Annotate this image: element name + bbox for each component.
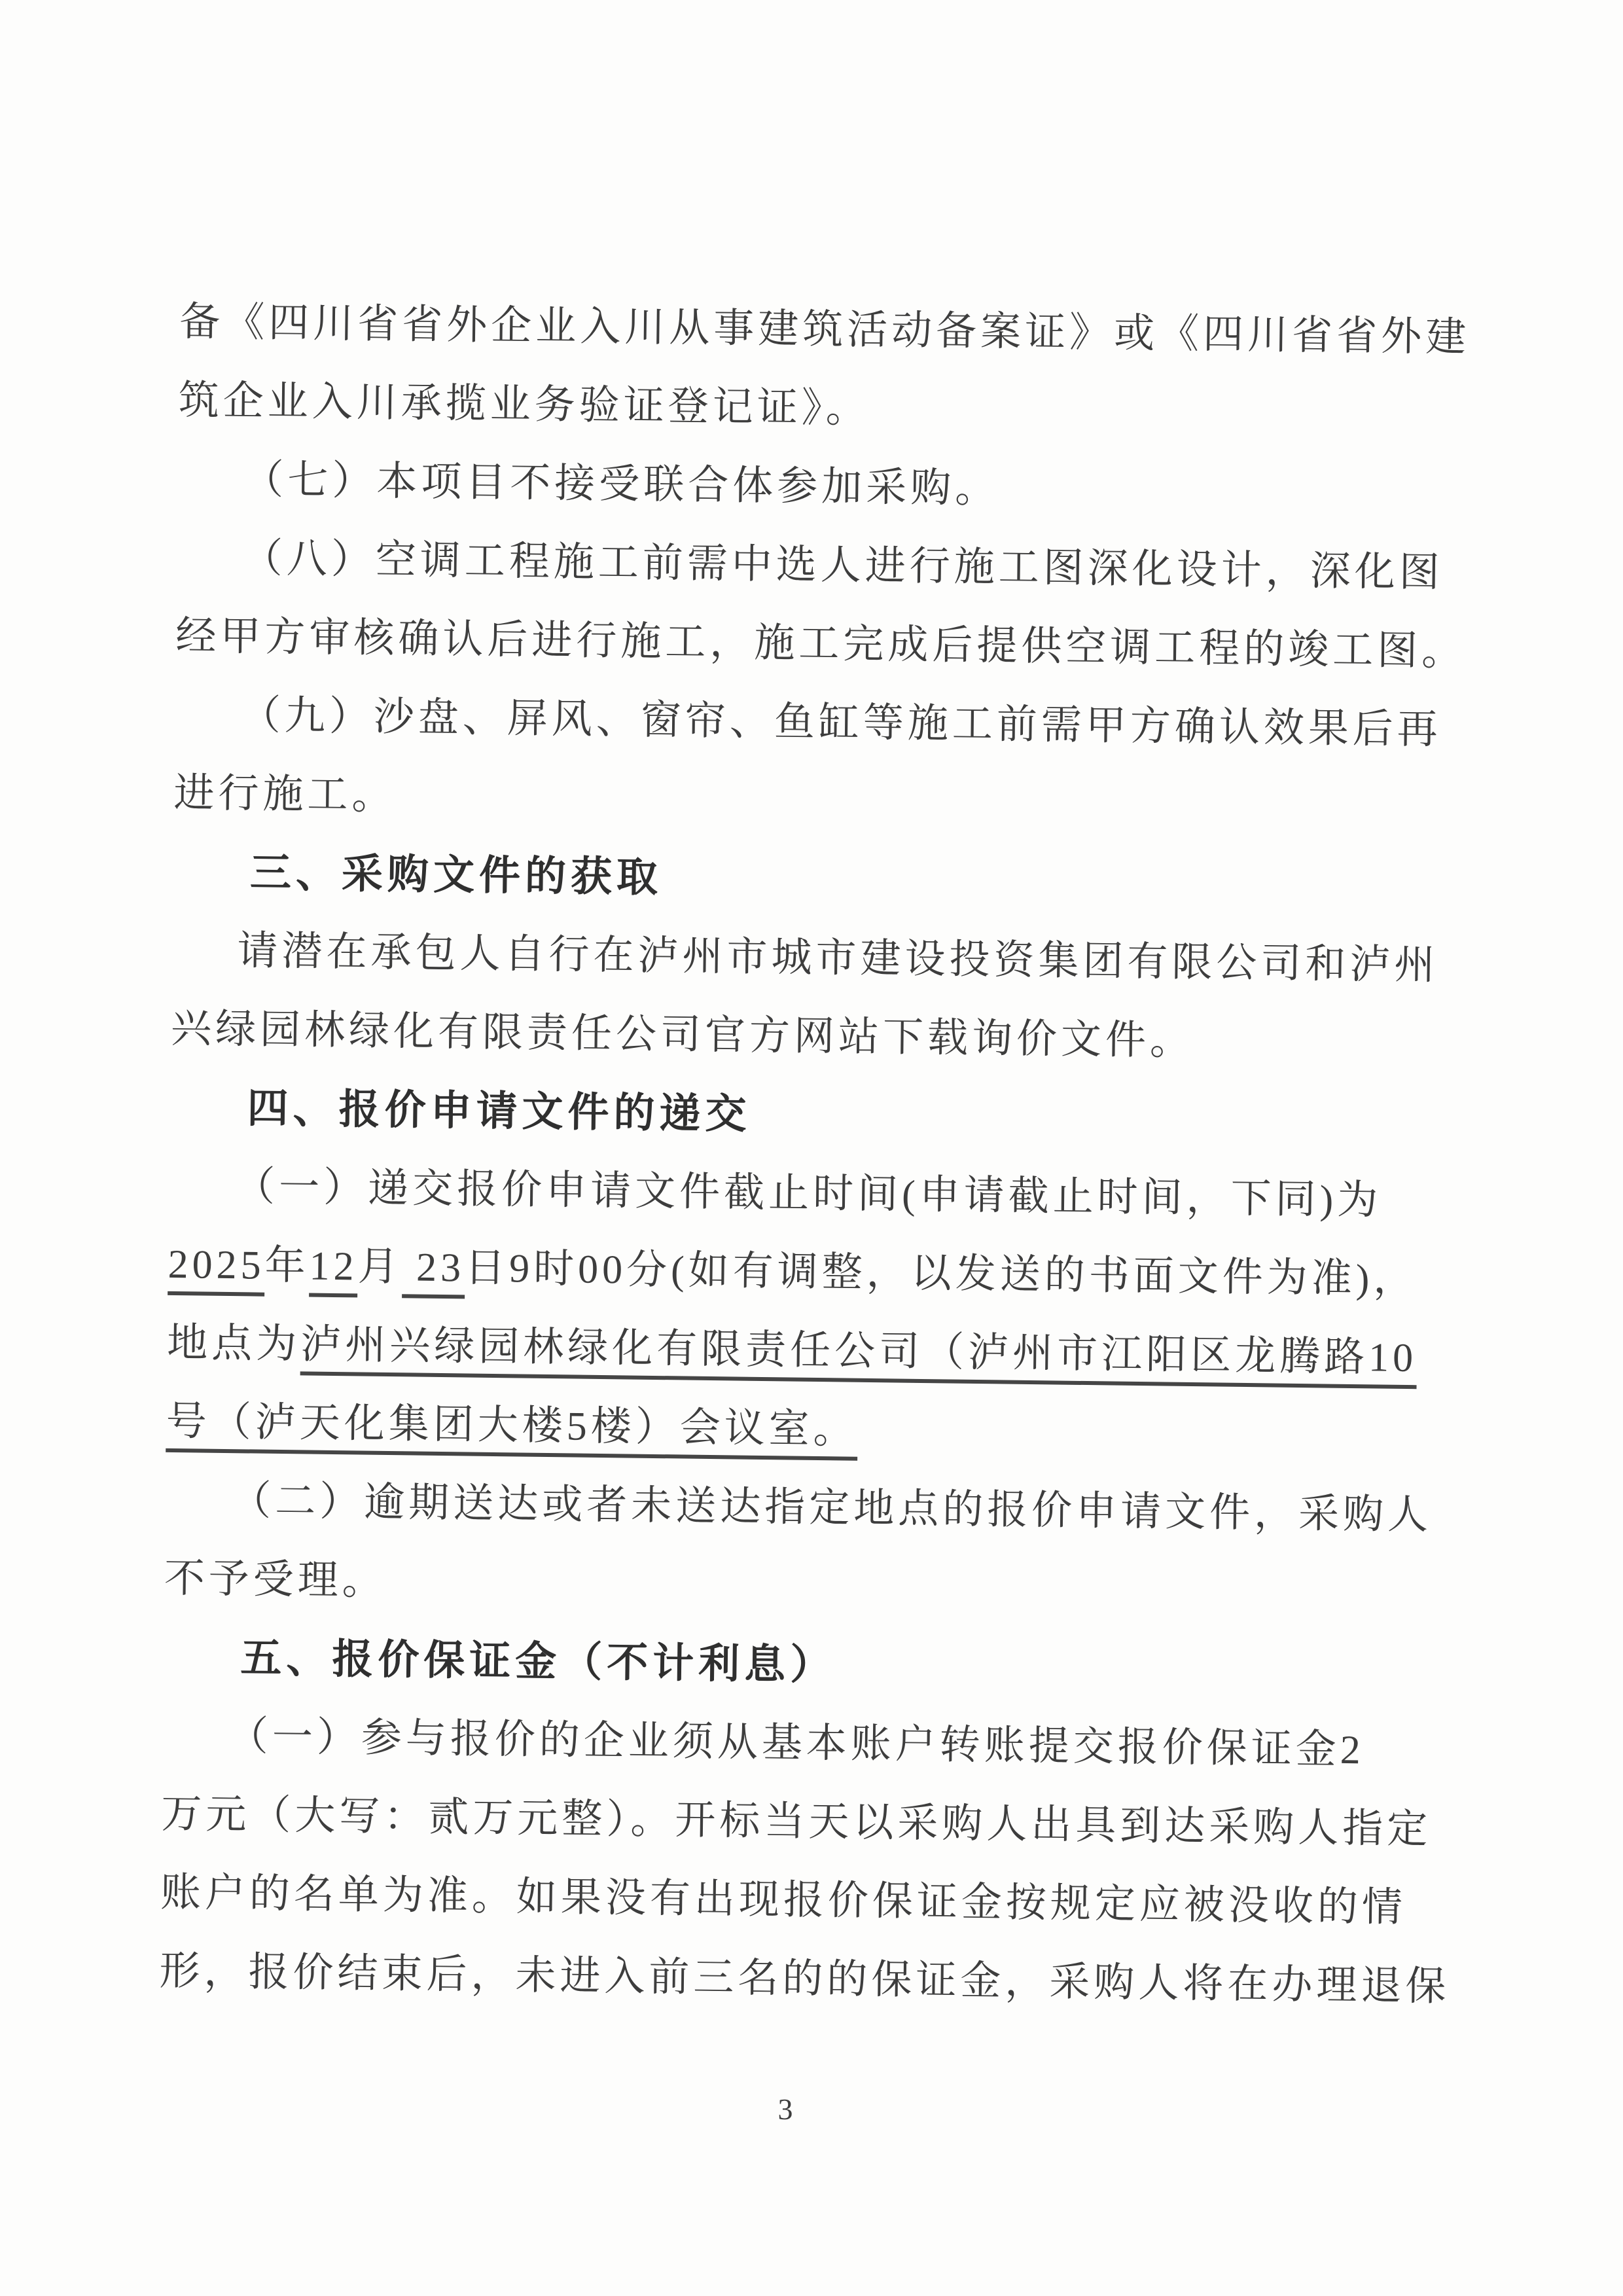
- underlined-text-segment: 23: [402, 1245, 465, 1299]
- text-segment: （七）本项目不接受联合体参加采购。: [242, 457, 1000, 512]
- underlined-text-segment: 号（泸天化集团大楼5楼）会议室。: [166, 1399, 858, 1461]
- page-number: 3: [777, 2092, 793, 2126]
- underlined-text-segment: 泸州兴绿园林绿化有限责任公司（泸州市江阳区龙腾路10: [300, 1322, 1418, 1389]
- text-segment: 进行施工。: [173, 770, 397, 819]
- underlined-text-segment: 12: [309, 1244, 358, 1298]
- text-segment: 三、采购文件的获取: [249, 850, 663, 901]
- text-segment: 筑企业入川承揽业务验证登记证》。: [178, 378, 871, 431]
- text-segment: 日9时00分(如有调整，以发送的书面文件为准)，: [464, 1246, 1418, 1302]
- text-segment: 兴绿园林绿化有限责任公司官方网站下载询价文件。: [170, 1006, 1195, 1064]
- text-segment: 形，报价结束后，未进入前三名的的保证金，采购人将在办理退保: [159, 1948, 1450, 2009]
- document-text-block: [159, 283, 1482, 2026]
- text-segment: 请潜在承包人自行在泸州市城市建设投资集团有限公司和泸州: [237, 929, 1439, 988]
- text-segment: （九）沙盘、屏风、窗帘、鱼缸等施工前需甲方确认效果后再: [240, 693, 1442, 753]
- text-segment: 地点为: [166, 1320, 301, 1367]
- text-segment: （一）递交报价申请文件截止时间(申请截止时间，下同)为: [234, 1164, 1382, 1223]
- text-segment: （一）参与报价的企业须从基本账户转账提交报价保证金2: [227, 1714, 1365, 1773]
- text-segment: 年: [264, 1243, 310, 1289]
- text-segment: 账户的名单为准。如果没有出现报价保证金按规定应被没收的情: [160, 1870, 1407, 1931]
- text-line: [159, 1932, 1462, 2026]
- text-segment: 万元（大写：贰万元整）。开标当天以采购人出具到达采购人指定: [160, 1791, 1432, 1852]
- text-segment: （二）逾期送达或者未送达指定地点的报价申请文件，采购人: [230, 1479, 1433, 1538]
- text-segment: 五、报价保证金（不计利息）: [240, 1635, 836, 1689]
- text-segment: 经甲方审核确认后进行施工，施工完成后提供空调工程的竣工图。: [175, 613, 1467, 675]
- text-segment: 四、报价申请文件的递交: [247, 1085, 751, 1138]
- underlined-text-segment: 2025: [168, 1242, 265, 1297]
- text-segment: （八）空调工程施工前需中选人进行施工图深化设计，深化图: [241, 536, 1444, 596]
- text-segment: 不予受理。: [164, 1556, 387, 1604]
- text-segment: 月: [357, 1244, 403, 1290]
- text-segment: 备《四川省省外企业入川从事建筑活动备案证》或《四川省省外建: [179, 299, 1471, 361]
